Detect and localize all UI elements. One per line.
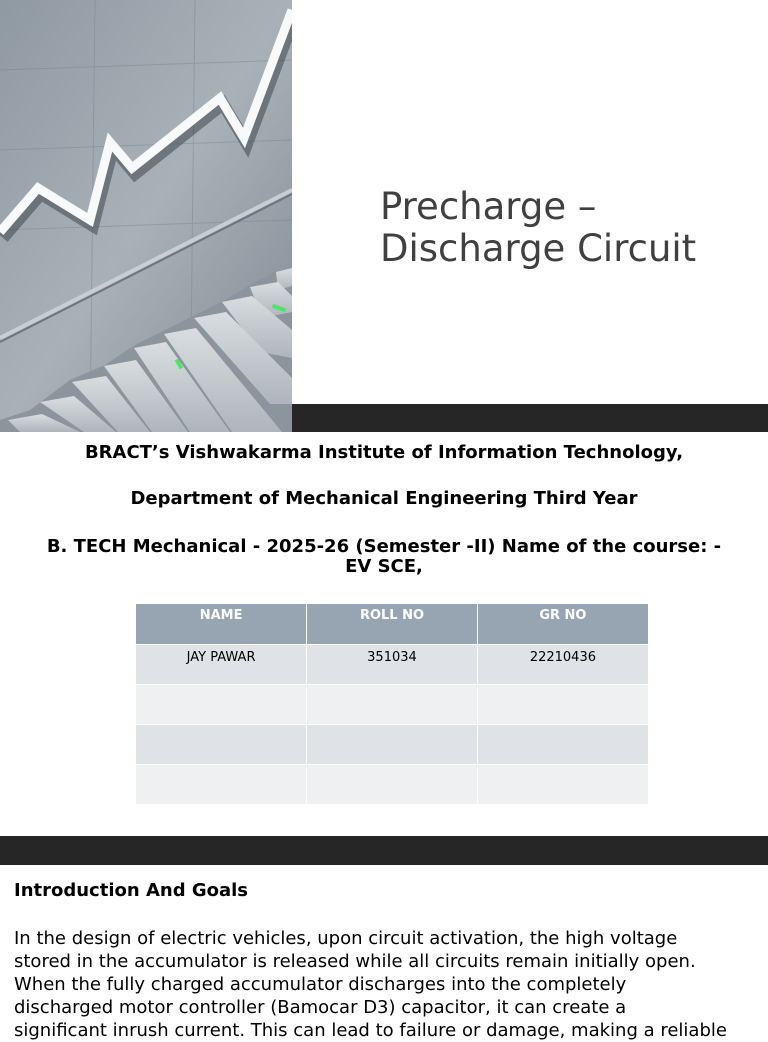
intro-line-1: In the design of electric vehicles, upon circuit activation, the high voltage bbox=[14, 928, 678, 949]
course-info-line-2: EV SCE, bbox=[345, 556, 423, 577]
table-cell bbox=[477, 764, 648, 804]
middle-divider-bar bbox=[0, 836, 768, 865]
table-cell bbox=[307, 684, 478, 724]
slide-title-line-1: Precharge – bbox=[380, 185, 597, 228]
table-cell: JAY PAWAR bbox=[136, 644, 307, 684]
institute-name: BRACT’s Vishwakarma Institute of Information Technology, bbox=[84, 442, 684, 463]
table-cell bbox=[477, 684, 648, 724]
top-divider-bar bbox=[292, 404, 768, 432]
column-header-name: NAME bbox=[136, 604, 307, 644]
slide-title bbox=[380, 186, 750, 270]
table-row bbox=[136, 764, 648, 804]
intro-heading: Introduction And Goals bbox=[14, 880, 249, 901]
intro-paragraph bbox=[14, 927, 750, 1042]
table-cell bbox=[136, 724, 307, 764]
intro-line-3: When the fully charged accumulator discharges into the completely bbox=[14, 974, 627, 995]
table-cell: 351034 bbox=[307, 644, 478, 684]
column-header-gr-no: GR NO bbox=[477, 604, 648, 644]
course-info bbox=[10, 537, 758, 577]
intro-line-4: discharged motor controller (Bamocar D3) capacitor, it can create a bbox=[14, 997, 627, 1018]
slide-title-line-2: Discharge Circuit bbox=[380, 227, 697, 270]
table-cell bbox=[307, 724, 478, 764]
table-cell: 22210436 bbox=[477, 644, 648, 684]
table-row bbox=[136, 724, 648, 764]
table-row bbox=[136, 644, 648, 684]
department-name: Department of Mechanical Engineering Third Year bbox=[130, 488, 638, 509]
stairs-growth-chart-image bbox=[0, 0, 292, 432]
table-header-row bbox=[136, 604, 648, 644]
table-cell bbox=[136, 764, 307, 804]
intro-line-2: stored in the accumulator is released while all circuits remain initially open. bbox=[14, 951, 696, 972]
table-cell bbox=[136, 684, 307, 724]
student-table bbox=[136, 604, 648, 804]
table-cell bbox=[307, 764, 478, 804]
course-info-line-1: B. TECH Mechanical - 2025-26 (Semester -II) Name of the course: - bbox=[46, 536, 722, 557]
table-row bbox=[136, 684, 648, 724]
column-header-roll-no: ROLL NO bbox=[307, 604, 478, 644]
intro-line-5: significant inrush current. This can lead to failure or damage, making a reliable bbox=[14, 1020, 727, 1041]
table-cell bbox=[477, 724, 648, 764]
